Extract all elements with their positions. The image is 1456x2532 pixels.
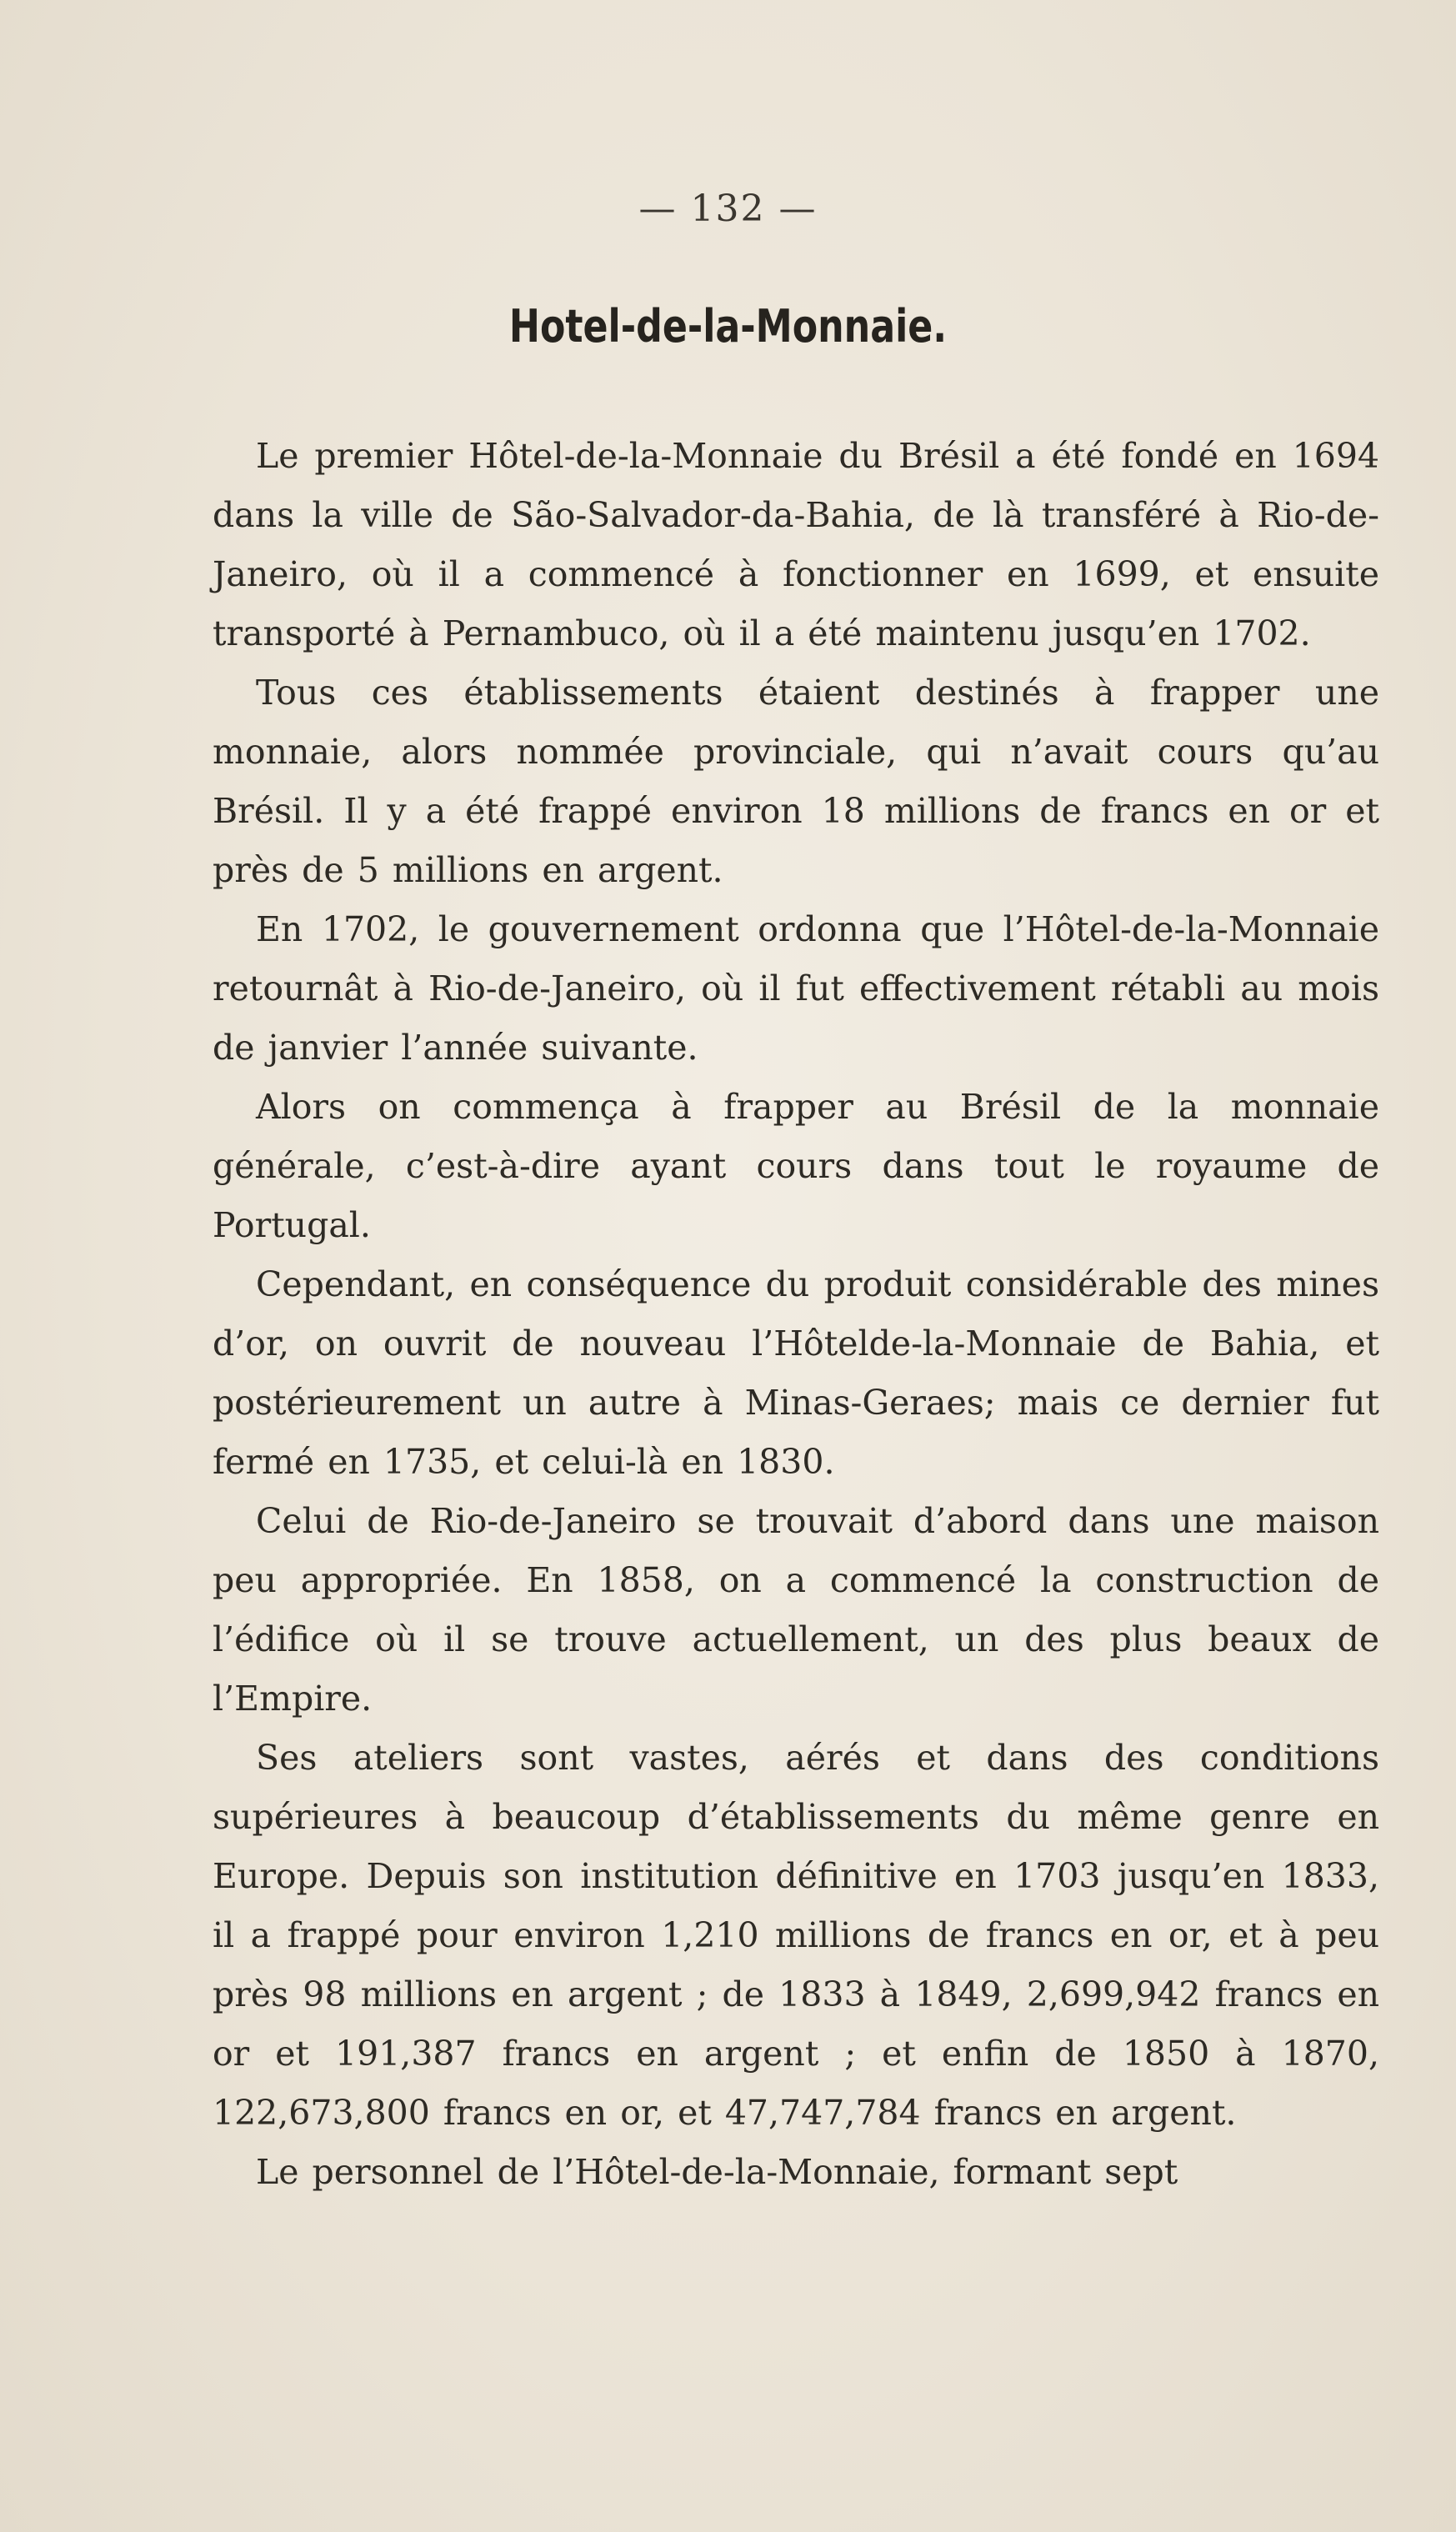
page-number: — 132 — [638,188,818,230]
paragraph: Tous ces établissements étaient destinés à frapper une monnaie, alors nommée provinciale, qui n’avait cours qu’au Brésil. Il y a été frappé environ 18 millions de francs en or et près de 5 millions en argent. [213,673,1379,890]
paragraph: Cependant, en conséquence du produit considérable des mines d’or, on ouvrit de nouveau l’Hôtelde-la-Monnaie de Bahia, et postérieurement un autre à Minas-Geraes; mais ce dernier fut fermé en 1735, et celui-là en 1830. [213,1264,1379,1482]
page-title: Hotel-de-la-Monnaie. [508,300,948,353]
paragraph: Ses ateliers sont vastes, aérés et dans des conditions supérieures à beaucoup d’établissements du même genre en Europe. Depuis son institution définitive en 1703 jusqu’en 1833, il a frappé pour environ 1,210 millions de francs en or, et à peu près 98 millions en argent ; de 1833 à 1849, 2,699,942 francs en or et 191,387 francs en argent ; et enfin de 1850 à 1870, 122,673,800 francs en or, et 47,747,784 francs en argent. [213,1738,1379,2133]
paragraph: Celui de Rio-de-Janeiro se trouvait d’abord dans une maison peu appropriée. En 1858, on a commencé la construction de l’édifice où il se trouve actuellement, un des plus beaux de l’Empire. [213,1501,1379,1719]
paragraph: Alors on commença à frapper au Brésil de la monnaie générale, c’est-à-dire ayant cours dans tout le royaume de Portugal. [213,1087,1379,1245]
body-text [213,427,1379,2202]
paragraph: Le personnel de l’Hôtel-de-la-Monnaie, formant sept [256,2152,1178,2192]
paragraph: Le premier Hôtel-de-la-Monnaie du Brésil a été fondé en 1694 dans la ville de São-Salvador-da-Bahia, de là transféré à Rio-de-Janeiro, où il a commencé à fonctionner en 1699, et ensuite transporté à Pernambuco, où il a été maintenu jusqu’en 1702. [213,436,1379,653]
paragraph: En 1702, le gouvernement ordonna que l’Hôtel-de-la-Monnaie retournât à Rio-de-Janeiro, où il fut effectivement rétabli au mois de janvier l’année suivante. [213,909,1379,1068]
